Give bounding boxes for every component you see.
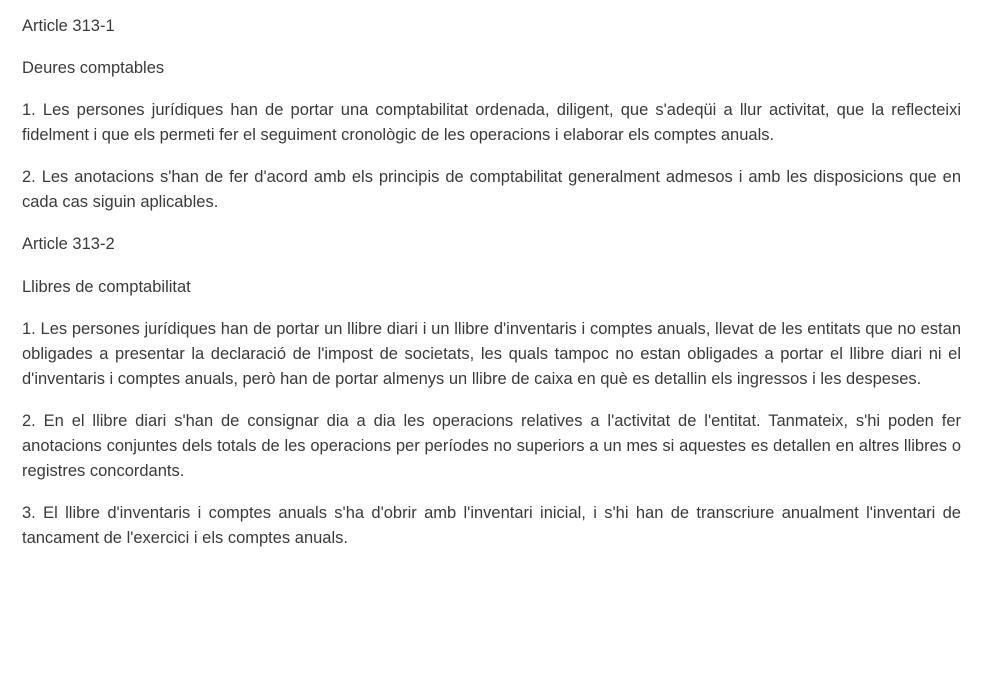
article-subheading-deures-comptables: Deures comptables <box>22 59 165 78</box>
paragraph-313-1-1: 1. Les persones jurídiques han de portar una comptabilitat ordenada, diligent, que s'adeqüi a llur activitat, que la reflecteixi fidelment i que els permeti fer el seguiment cronològic de les operacions i elaborar els comptes anuals. <box>22 101 961 145</box>
article-subheading-llibres-de-comptabilitat: Llibres de comptabilitat <box>22 277 191 296</box>
article-heading-313-1: Article 313-1 <box>22 17 115 35</box>
article-heading-313-2: Article 313-2 <box>22 235 115 254</box>
paragraph-313-1-2: 2. Les anotacions s'han de fer d'acord amb els principis de comptabilitat generalment admesos i amb les disposicions que en cada cas siguin aplicables. <box>22 168 961 212</box>
paragraph-313-2-1: 1. Les persones jurídiques han de portar un llibre diari i un llibre d'inventaris i comptes anuals, llevat de les entitats que no estan obligades a presentar la declaració de l'impost de societats, les quals tampoc no estan obligades a portar el llibre diari ni el d'inventaris i comptes anuals, però han de portar almenys un llibre de caixa en què es detallin els ingressos i les despeses. <box>22 319 961 388</box>
paragraph-313-2-2: 2. En el llibre diari s'han de consignar dia a dia les operacions relatives a l'activitat de l'entitat. Tanmateix, s'hi poden fer anotacions conjuntes dels totals de les operacions per períodes no superiors a un mes si aquestes es detallen en altres llibres o registres concordants. <box>22 411 961 481</box>
paragraph-313-2-3: 3. El llibre d'inventaris i comptes anuals s'ha d'obrir amb l'inventari inicial, i s'hi han de transcriure anualment l'inventari de tancament de l'exercici i els comptes anuals. <box>22 504 961 548</box>
